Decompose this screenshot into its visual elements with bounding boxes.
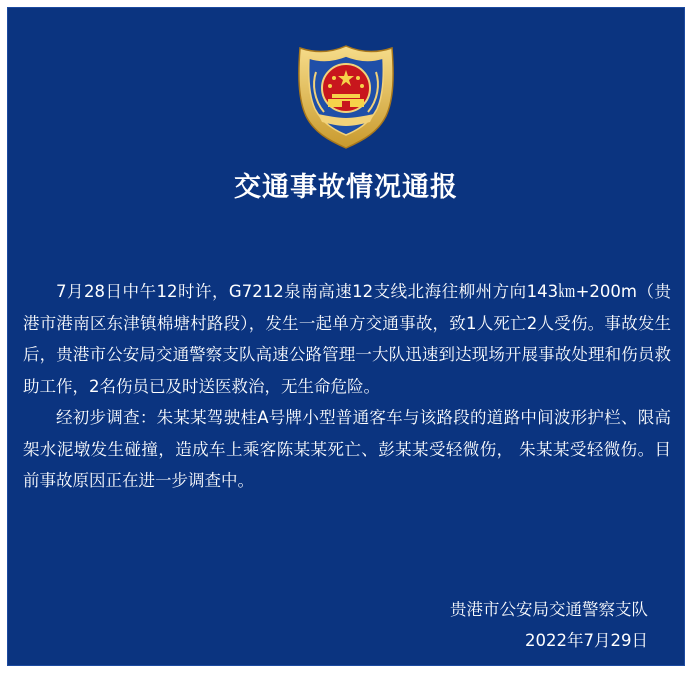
signature-date: 2022年7月29日 <box>525 631 648 650</box>
notice-body <box>23 276 671 497</box>
notice-paragraph: 经初步调查：朱某某驾驶桂A号牌小型普通客车与该路段的道路中间波形护栏、限高架水泥墩发生碰撞，造成车上乘客陈某某死亡、彭某某受轻微伤， 朱某某受轻微伤。目前事故原因正在进一步调查中。 <box>23 408 671 490</box>
signature-block <box>450 594 648 656</box>
signature-organization: 贵港市公安局交通警察支队 <box>450 600 648 619</box>
notice-title: 交通事故情况通报 <box>234 172 458 203</box>
police-badge-icon <box>294 44 398 150</box>
notice-panel <box>7 7 685 666</box>
notice-paragraph: 7月28日中午12时许，G7212泉南高速12支线北海往柳州方向143㎞+200m（贵港市港南区东津镇棉塘村路段），发生一起单方交通事故，致1人死亡2人受伤。事故发生后，贵港市公安局交通警察支队高速公路管理一大队迅速到达现场开展事故处理和伤员救助工作，2名伤员已及时送医救治，无生命危险。 <box>23 282 671 396</box>
